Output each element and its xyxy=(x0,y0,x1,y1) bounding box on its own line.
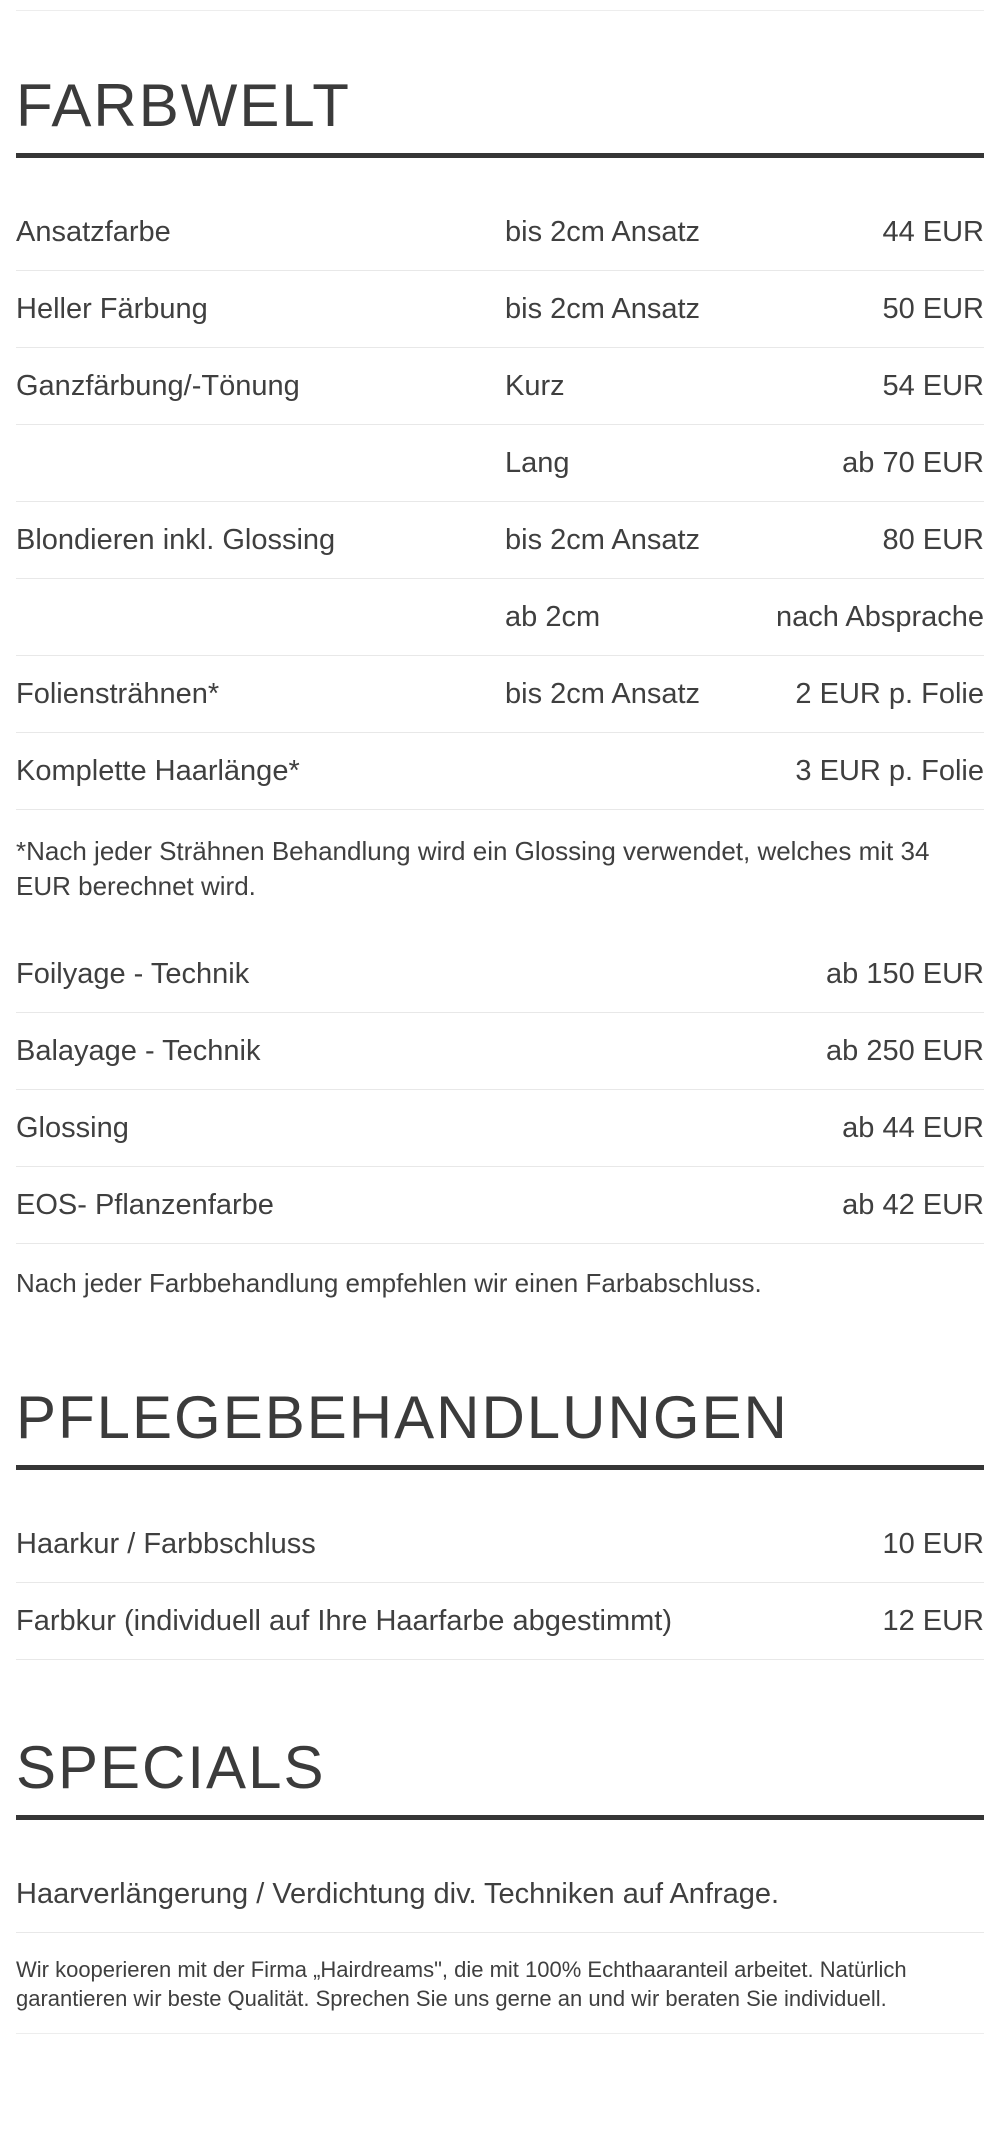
table-row xyxy=(16,1506,984,1583)
table-row xyxy=(16,502,984,579)
table-row xyxy=(16,1013,984,1090)
row-label: EOS- Pflanzenfarbe xyxy=(16,1188,274,1221)
row-variant: Kurz xyxy=(505,369,565,402)
farbwelt-extra-table xyxy=(16,936,984,1244)
row-label: Glossing xyxy=(16,1111,129,1144)
row-price: ab 42 EUR xyxy=(842,1188,984,1221)
row-variant: bis 2cm Ansatz xyxy=(505,523,701,556)
heading-rule xyxy=(16,1815,984,1820)
row-price: 50 EUR xyxy=(882,292,984,325)
section-title-specials: SPECIALS xyxy=(16,1734,326,1801)
row-price: 80 EUR xyxy=(882,523,984,556)
table-row xyxy=(16,271,984,348)
row-label: Blondieren inkl. Glossing xyxy=(16,523,336,556)
row-price: 44 EUR xyxy=(882,215,984,248)
row-price: ab 70 EUR xyxy=(842,446,984,479)
section-title-farbwelt: FARBWELT xyxy=(16,72,351,139)
row-variant: bis 2cm Ansatz xyxy=(505,215,701,248)
table-row xyxy=(16,348,984,425)
row-label: Haarverlängerung / Verdichtung div. Techniken auf Anfrage. xyxy=(16,1877,780,1910)
specials-note-paragraph: Wir kooperieren mit der Firma „Hairdreams", die mit 100% Echthaaranteil arbeitet. Natürlich garantieren wir beste Qualität. Sprechen Sie uns gerne an und wir beraten Sie individuell. xyxy=(16,1957,907,2011)
table-row xyxy=(16,1583,984,1660)
table-row xyxy=(16,194,984,271)
heading-rule xyxy=(16,1465,984,1470)
row-price: ab 150 EUR xyxy=(826,957,984,990)
row-label: Heller Färbung xyxy=(16,292,208,325)
row-price: nach Absprache xyxy=(776,600,984,633)
section-title-pflegebehandlungen: PFLEGEBEHANDLUNGEN xyxy=(16,1384,789,1451)
top-divider xyxy=(16,10,984,11)
heading-rule xyxy=(16,153,984,158)
row-price: ab 44 EUR xyxy=(842,1111,984,1144)
note: Nach jeder Farbbehandlung empfehlen wir einen Farbabschluss. xyxy=(16,1268,762,1298)
row-label: Ansatzfarbe xyxy=(16,215,171,248)
row-variant: ab 2cm xyxy=(505,600,601,633)
row-label: Foilyage - Technik xyxy=(16,957,250,990)
row-label: Foliensträhnen* xyxy=(16,677,220,710)
footnote: *Nach jeder Strähnen Behandlung wird ein Glossing verwendet, welches mit 34 EUR berechnet wird. xyxy=(16,836,930,901)
table-row xyxy=(16,425,984,502)
row-price: 3 EUR p. Folie xyxy=(795,754,984,787)
pflege-price-table xyxy=(16,1506,984,1660)
row-label: Balayage - Technik xyxy=(16,1034,261,1067)
table-row xyxy=(16,1856,984,1933)
row-variant: Lang xyxy=(505,446,570,479)
row-label: Farbkur (individuell auf Ihre Haarfarbe abgestimmt) xyxy=(16,1604,672,1637)
row-price: 2 EUR p. Folie xyxy=(795,677,984,710)
table-row xyxy=(16,579,984,656)
table-row xyxy=(16,1167,984,1244)
specials-table xyxy=(16,1856,984,1933)
row-variant: bis 2cm Ansatz xyxy=(505,292,701,325)
row-label: Komplette Haarlänge* xyxy=(16,754,300,787)
row-label: Ganzfärbung/-Tönung xyxy=(16,369,300,402)
row-price: 54 EUR xyxy=(882,369,984,402)
price-list-page xyxy=(0,10,1000,2034)
row-price: 10 EUR xyxy=(882,1527,984,1560)
row-price: ab 250 EUR xyxy=(826,1034,984,1067)
row-variant: bis 2cm Ansatz xyxy=(505,677,701,710)
table-row xyxy=(16,1090,984,1167)
table-row xyxy=(16,733,984,810)
table-row xyxy=(16,936,984,1013)
farbwelt-price-table xyxy=(16,194,984,810)
table-row xyxy=(16,656,984,733)
row-price: 12 EUR xyxy=(882,1604,984,1637)
row-label: Haarkur / Farbbschluss xyxy=(16,1527,316,1560)
bottom-divider xyxy=(16,2033,984,2034)
